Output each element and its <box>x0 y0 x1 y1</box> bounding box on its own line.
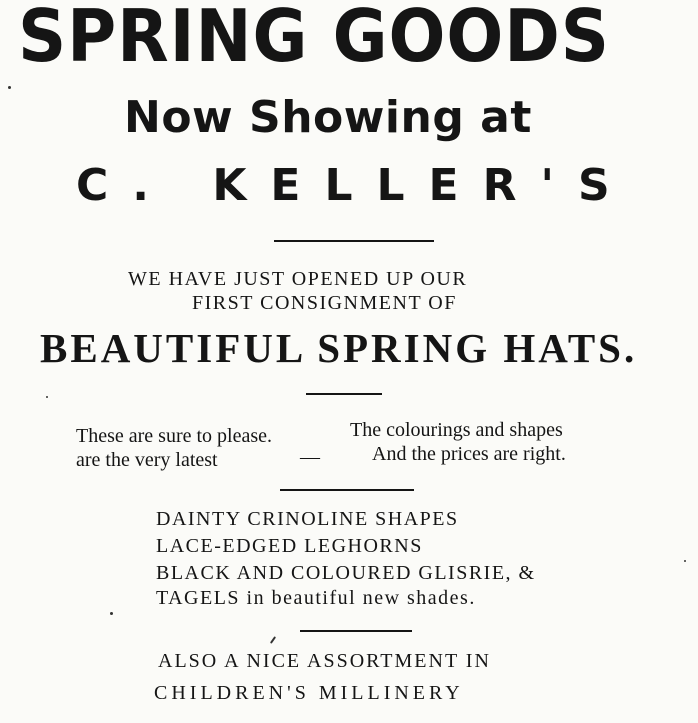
feature-heading: BEAUTIFUL SPRING HATS. <box>40 325 638 371</box>
store-name: C. KELLER'S <box>76 160 634 211</box>
list-item: BLACK AND COLOURED GLISRIE, & <box>156 562 536 584</box>
print-speck <box>8 86 11 89</box>
intro-line-2: FIRST CONSIGNMENT OF <box>192 292 457 314</box>
footer-line-1: ALSO A NICE ASSORTMENT IN <box>158 650 491 672</box>
print-speck <box>684 560 686 562</box>
subheadline: Now Showing at <box>124 92 532 143</box>
divider <box>300 630 412 632</box>
blurb-line-1-right: The colourings and shapes <box>350 419 563 441</box>
intro-line-1: WE HAVE JUST OPENED UP OUR <box>128 268 468 290</box>
headline: SPRING GOODS <box>18 0 610 78</box>
list-item: LACE-EDGED LEGHORNS <box>156 535 423 557</box>
list-item: DAINTY CRINOLINE SHAPES <box>156 508 459 530</box>
list-item: TAGELS in beautiful new shades. <box>156 587 476 609</box>
blurb-line-2-left: are the very latest <box>76 449 218 471</box>
divider <box>280 489 414 491</box>
print-speck <box>270 636 276 644</box>
divider <box>306 393 382 395</box>
blurb-line-2-right: And the prices are right. <box>372 443 566 465</box>
print-speck <box>46 396 48 398</box>
divider <box>274 240 434 242</box>
blurb-dash: — <box>300 446 320 468</box>
print-speck <box>110 612 113 615</box>
footer-line-2: CHILDREN'S MILLINERY <box>154 682 464 704</box>
blurb-line-1-left: These are sure to please. <box>76 425 273 447</box>
